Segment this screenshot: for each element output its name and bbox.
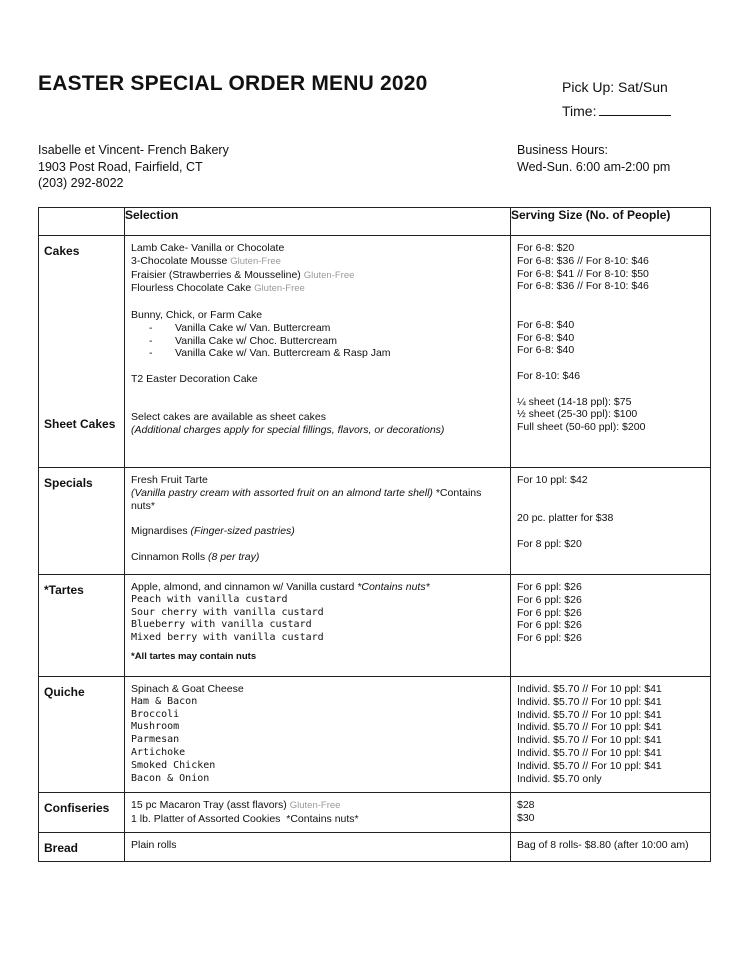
cakes-selection [125, 236, 511, 468]
list-item: Plain rolls [131, 838, 177, 851]
table-row [39, 468, 711, 575]
list-item: (Vanilla pastry cream with assorted fruit on an almond tarte shell) *Contains nuts* [131, 486, 482, 512]
list-item: Mixed berry with vanilla custard [131, 632, 324, 644]
list-item: Smoked Chicken [131, 759, 216, 771]
serving-item: ¼ sheet (14-18 ppl): $75 [517, 395, 632, 408]
serving-item: For 6 ppl: $26 [517, 606, 582, 619]
tartes-note: *All tartes may contain nuts [131, 650, 257, 662]
category-tartes: *Tartes [39, 575, 125, 677]
tartes-serving [511, 575, 711, 677]
serving-item: For 6-8: $40 [517, 318, 575, 331]
pickup-days: Pick Up: Sat/Sun [562, 79, 668, 95]
list-item: Fresh Fruit Tarte [131, 474, 208, 486]
serving-item: For 6-8: $40 [517, 344, 575, 357]
list-item: Bacon & Onion [131, 772, 210, 784]
serving-item: 20 pc. platter for $38 [517, 512, 614, 525]
serving-item: Individ. $5.70 // For 10 ppl: $41 [517, 695, 662, 708]
specials-selection [125, 468, 511, 575]
category-confiseries: Confiseries [39, 793, 125, 833]
serving-item: For 6 ppl: $26 [517, 593, 582, 606]
cakes-serving [511, 236, 711, 468]
bread-serving [511, 832, 711, 861]
bakery-street: 1903 Post Road, Fairfield, CT [38, 159, 203, 174]
hours-value: Wed-Sun. 6:00 am-2:00 pm [517, 159, 671, 174]
header-selection: Selection [125, 208, 511, 236]
list-item: 1 lb. Platter of Assorted Cookies *Contains nuts* [131, 812, 359, 825]
list-item: Sour cherry with vanilla custard [131, 606, 324, 618]
time-blank-line [599, 103, 671, 116]
category-label: Cakes [44, 244, 80, 258]
serving-item: For 8-10: $46 [517, 369, 581, 382]
bakery-address [38, 142, 229, 192]
category-bread: Bread [39, 832, 125, 861]
confiseries-serving [511, 793, 711, 833]
serving-item: For 6-8: $41 // For 8-10: $50 [517, 267, 649, 280]
list-item: - Vanilla Cake w/ Choc. Buttercream [149, 334, 338, 347]
bread-selection [125, 832, 511, 861]
time-label: Time: [562, 103, 597, 119]
header-category [39, 208, 125, 236]
list-item: Artichoke [131, 746, 186, 758]
list-item: 3-Chocolate Mousse Gluten-Free [131, 254, 281, 267]
gluten-free-tag: Gluten-Free [230, 255, 281, 267]
gluten-free-tag: Gluten-Free [254, 283, 305, 295]
list-item: T2 Easter Decoration Cake [131, 372, 258, 385]
serving-item: Bag of 8 rolls- $8.80 (after 10:00 am) [517, 838, 689, 851]
list-item: Select cakes are available as sheet cakes [131, 411, 326, 424]
list-item: Broccoli [131, 708, 180, 720]
list-item: Spinach & Goat Cheese [131, 683, 244, 695]
category-sheet-cakes: Sheet Cakes [44, 417, 116, 431]
serving-item: Individ. $5.70 only [517, 772, 602, 785]
table-row [39, 236, 711, 468]
serving-item: For 8 ppl: $20 [517, 537, 582, 550]
specials-serving [511, 468, 711, 575]
list-item: Apple, almond, and cinnamon w/ Vanilla custard *Contains nuts* [131, 581, 430, 593]
table-row [39, 793, 711, 833]
serving-item: Individ. $5.70 // For 10 ppl: $41 [517, 759, 662, 772]
table-header-row [39, 208, 711, 236]
serving-item: For 6-8: $40 [517, 331, 575, 344]
list-item: Bunny, Chick, or Farm Cake [131, 308, 263, 321]
serving-item: Individ. $5.70 // For 10 ppl: $41 [517, 746, 662, 759]
serving-item: Individ. $5.70 // For 10 ppl: $41 [517, 683, 662, 695]
serving-item: Individ. $5.70 // For 10 ppl: $41 [517, 708, 662, 721]
serving-item: Individ. $5.70 // For 10 ppl: $41 [517, 721, 662, 734]
serving-item: For 6-8: $36 // For 8-10: $46 [517, 254, 649, 267]
serving-item: For 6 ppl: $26 [517, 619, 582, 632]
list-item: - Vanilla Cake w/ Van. Buttercream [149, 321, 331, 334]
bakery-phone: (203) 292-8022 [38, 176, 124, 190]
serving-item: For 6-8: $20 [517, 242, 575, 254]
serving-item: Individ. $5.70 // For 10 ppl: $41 [517, 734, 662, 747]
serving-item: $28 [517, 799, 535, 811]
list-item: Mushroom [131, 721, 180, 733]
table-row [39, 832, 711, 861]
serving-item: For 10 ppl: $42 [517, 474, 588, 486]
tartes-selection [125, 575, 511, 677]
serving-item: For 6-8: $36 // For 8-10: $46 [517, 280, 649, 293]
list-item: Blueberry with vanilla custard [131, 619, 312, 631]
confiseries-selection [125, 793, 511, 833]
list-item: Mignardises (Finger-sized pastries) [131, 525, 295, 538]
category-quiche: Quiche [39, 677, 125, 793]
quiche-serving [511, 677, 711, 793]
table-row [39, 677, 711, 793]
list-item: (Additional charges apply for special fillings, flavors, or decorations) [131, 424, 445, 437]
serving-item: For 6 ppl: $26 [517, 581, 582, 593]
serving-item: For 6 ppl: $26 [517, 632, 582, 645]
list-item: - Vanilla Cake w/ Van. Buttercream & Rasp Jam [149, 347, 391, 360]
serving-item: $30 [517, 811, 535, 824]
list-item: Cinnamon Rolls (8 per tray) [131, 550, 260, 563]
bakery-name: Isabelle et Vincent- French Bakery [38, 143, 229, 157]
quiche-selection [125, 677, 511, 793]
list-item: Fraisier (Strawberries & Mousseline) Gluten-Free [131, 268, 355, 281]
list-item: Lamb Cake- Vanilla or Chocolate [131, 242, 285, 254]
hours-label: Business Hours: [517, 143, 609, 157]
list-item: 15 pc Macaron Tray (asst flavors) Gluten-Free [131, 799, 341, 811]
category-specials: Specials [39, 468, 125, 575]
menu-table [38, 207, 711, 862]
list-item: Flourless Chocolate Cake Gluten-Free [131, 282, 305, 295]
list-item: Peach with vanilla custard [131, 593, 288, 605]
gluten-free-tag: Gluten-Free [289, 800, 341, 811]
table-row [39, 575, 711, 677]
list-item: Ham & Bacon [131, 695, 198, 707]
page-title: EASTER SPECIAL ORDER MENU 2020 [38, 72, 428, 95]
serving-item: Full sheet (50-60 ppl): $200 [517, 421, 646, 434]
list-item: Parmesan [131, 734, 180, 746]
serving-item: ½ sheet (25-30 ppl): $100 [517, 408, 638, 421]
category-cakes [39, 236, 125, 468]
header-serving: Serving Size (No. of People) [511, 208, 711, 236]
gluten-free-tag: Gluten-Free [303, 269, 355, 281]
business-hours [517, 142, 670, 175]
pickup-time [562, 103, 671, 119]
